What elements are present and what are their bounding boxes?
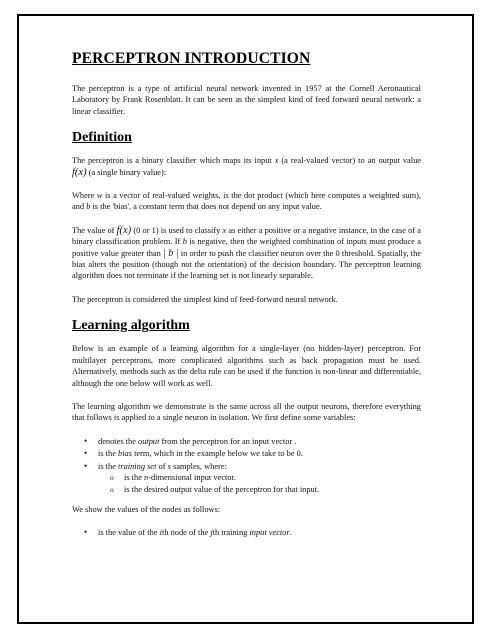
formula-fx: f(x) bbox=[116, 224, 132, 236]
formula-abs-b: | b | bbox=[162, 247, 179, 259]
list-item: • is the training set of s samples, where: o is the n-dimensional input vector. o is the desired output value of the perceptron for that input. bbox=[98, 461, 421, 496]
definition-heading: Definition bbox=[72, 130, 132, 146]
learning-algorithm-heading: Learning algorithm bbox=[72, 318, 190, 334]
list-item: • denotes the output from the perceptron for an input vector . bbox=[98, 436, 421, 447]
variables-list bbox=[72, 436, 421, 496]
learning-paragraph-2: The learning algorithm we demonstrate is the same across all the output neurons, therefore everything that follows is applied to a single neuron in isolation. We first define some variables: bbox=[72, 401, 421, 423]
definition-paragraph-2: Where w is a vector of real-valued weights, is the dot product (which here computes a weighted sum), and b is the 'bias', a constant term that does not depend on any input value. bbox=[72, 191, 421, 212]
node-values-list bbox=[72, 527, 421, 538]
learning-paragraph-1: Below is an example of a learning algorithm for a single-layer (no hidden-layer) perceptron. For multilayer perceptrons, more complicated algorithms such as back propagation must be used. Alternatively, methods such as the delta rule can be used if the function is non-linear and differentiable, although the one below will work as well. bbox=[72, 344, 421, 388]
list-item: o is the desired output value of the perceptron for that input. bbox=[124, 484, 421, 495]
definition-paragraph-4: The perceptron is considered the simplest kind of feed-forward neural network. bbox=[72, 294, 338, 304]
formula-fx: f(x) bbox=[72, 166, 87, 178]
definition-paragraph-3: The value of f(x) (0 or 1) is used to classify x as either a positive or a negative instance, in the case of a binary classification problem. If b is negative, then the weighted combination of inputs must produce a positive value greater than | b | in order to push the classifier neuron over the 0 threshold. Spatially, the bias alters the position (though not the orientation) of the decision boundary. The perceptron learning algorithm does not terminate if the learning set is not linearly separable. bbox=[72, 224, 422, 281]
list-item: • is the value of the ith node of the jth training input vector. bbox=[98, 527, 421, 538]
definition-paragraph-1: The perceptron is a binary classifier which maps its input x (a real-valued vector) to an output value f(x) (a single binary value): bbox=[72, 156, 422, 178]
intro-paragraph: The perceptron is a type of artificial neural network invented in 1957 at the Cornell Aeronautical Laboratory by Frank Rosenblatt. It can be seen as the simplest kind of feed forward neural network: a linear classifier. bbox=[72, 84, 421, 116]
document-body bbox=[55, 50, 421, 547]
list-item: o is the n-dimensional input vector. bbox=[124, 472, 421, 483]
learning-paragraph-3: We show the values of the nodes as follows: bbox=[72, 504, 221, 514]
training-set-sublist bbox=[98, 472, 421, 496]
page-title: PERCEPTRON INTRODUCTION bbox=[72, 50, 311, 67]
list-item: • is the bias term, which in the example below we take to be 0. bbox=[98, 448, 421, 459]
